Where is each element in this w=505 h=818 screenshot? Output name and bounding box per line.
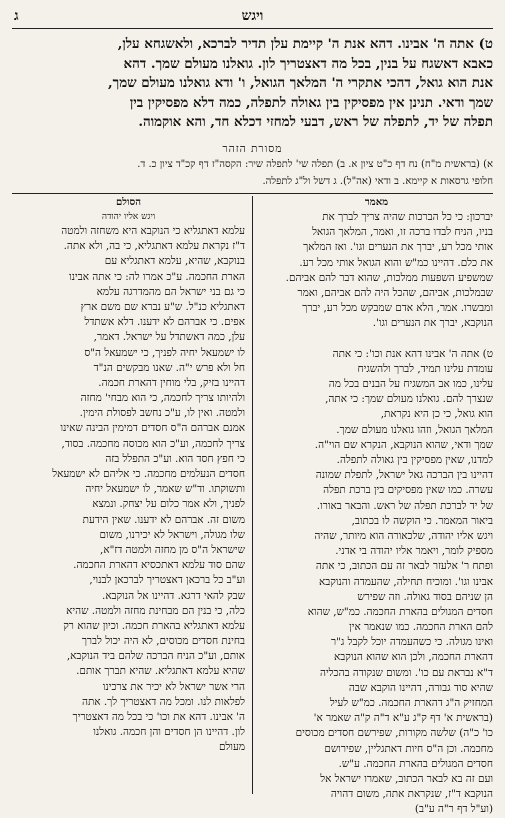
- column-subtitle-left: ויגש אליו יהודה: [101, 212, 156, 222]
- commentary-line: ד"א נבראת עם כו'. ומשום שנקודה בהכליה: [319, 666, 493, 679]
- page-title: ויגש: [241, 8, 264, 24]
- commentary-line: המלאך הגואל, וזהו גואלנו מעולם שמך.: [336, 423, 493, 436]
- commentary-line: מספיק לומר, ויאמר אליו יהודה בי אדני.: [335, 545, 493, 558]
- commentary-column-right: [253, 196, 493, 816]
- commentary-line: כי גם בני ישראל הם מהמדרגה עלמא: [96, 285, 245, 298]
- commentary-line: ולמטה. ואין לו, ע"כ נחשב לפסולת הימין.: [79, 407, 245, 420]
- commentary-text-right: [260, 210, 493, 818]
- commentary-line: הוא גואל, כי כן היא נקראת,: [380, 408, 493, 421]
- commentary-line: שבמלכות, אביהם, שהכל היה להם אביהם, ואמר: [297, 286, 493, 299]
- commentary-line: אותי מכל רע, יברך את הנערים וגו'. ואז המלאך: [303, 241, 493, 254]
- commentary-line: שנצרך להם. גואלנו מעולם שמך: כי אתה,: [325, 393, 493, 406]
- running-header: [12, 6, 493, 29]
- commentary-line: הנוקבא ד"ז, שנקראת אתה, משום דהויה: [330, 788, 493, 801]
- commentary-column-left: [12, 196, 253, 794]
- commentary-line: הנוקבא, יברך את הנערים וגו'.: [372, 317, 493, 330]
- commentary-line: ומבשרו. אמר, הלא אדם שמבקש מכל רע, יברך: [302, 302, 493, 315]
- commentary-line: ויגש אליו יהודה, שלכאורה הוא מיותר, שהיה: [314, 529, 493, 542]
- masoret-title: מסורת הזהר: [222, 142, 283, 155]
- commentary-line: (וע"ל דף ר"ה ע"ב): [414, 803, 493, 816]
- masoret-references: א) (בראשית מ"ח) נח דף כ"ט ציון א. ב) תפלה שי' לתפלה שיר: הקסה"ז דף קכ"ד ציון כ. ד.: [137, 158, 493, 170]
- commentary-line: עשרה. כמו שאין מפסיקים בין ברכת תפלה: [323, 484, 493, 497]
- commentary-line: שהיא סוד גבורה, דהיינו הוקבא שבה: [348, 681, 493, 694]
- commentary-line: חסדים המגולים בהארת החכמה. כמ"ש, שהוא: [307, 605, 493, 618]
- column-title-right: מאמר: [364, 197, 389, 208]
- commentary-line: עלמא דאתגליא בהארת חכמה. וכיון שהוא רק: [63, 619, 245, 632]
- commentary-line: שלו מגולה, וישראל לא יכירנו, משום: [99, 528, 245, 541]
- column-title-left: הסולם: [116, 197, 141, 208]
- commentary-line: ט) אתה ה' אבינו דהא אנת וכו': כי אתה: [332, 347, 493, 360]
- commentary-line: בניו, הניח לבדו ברכה זו, ואמר, המלאך הגואל: [312, 226, 493, 239]
- commentary-text-left: [12, 224, 245, 756]
- commentary-line: צריך לחכמה, וע"כ הוא מכוסה מחכמה. בסוד,: [61, 437, 245, 450]
- commentary-line: עלינו, כמו אב המשגיח על הבנים בכל מה: [328, 378, 493, 391]
- commentary-line: וע"ב כל ברכאן דאצטריך לברכאן לבנוי,: [89, 574, 245, 587]
- commentary-line: בחינת חסדים מכוסים, לא היה יכול לברך: [81, 635, 245, 648]
- commentary-line: לון. דהיינו הן חסדים והן חכמה. גואלנו: [93, 726, 245, 739]
- commentary-line: עומדת עלינו תמיד, לברך ולהשגיח: [357, 362, 493, 375]
- commentary-columns: [12, 196, 493, 816]
- commentary-line: דהיינו בין הברכה גאל ישראל, לתפלת שמונה: [315, 469, 493, 482]
- commentary-line: יברכון: כי כל הברכות שהיה צריך לברך את: [322, 211, 493, 223]
- commentary-line: אמנם אברהם ה"ס חסדים דמימין הבינה שאינו: [60, 422, 245, 435]
- commentary-line: הרי אשר ישראל לא יכיר את צרכינו: [102, 680, 245, 693]
- commentary-line: שמך ודאי, שהוא הנוקבא, הנקרא שם הוי"ה.: [314, 438, 493, 451]
- main-text-line: שמך ודאי. תנינן אין מפסיקין בין גאולה לתפלה, כמה דלא מפסיקין בין: [129, 94, 493, 111]
- commentary-line: לפלאות לנו. ומכל מה דאצטריך לך. אתה: [81, 695, 245, 708]
- commentary-line: חסדים המגולים בהארת החכמה. ע"ש.: [338, 757, 493, 770]
- commentary-line: כלה, כי בנין הם מבחינת מחזה ולמטה. שהיא: [66, 604, 245, 617]
- alternate-readings: חלופי גרסאות א קיימא. ב ודאי (אה"ל). ג דשל ול"ג לתפלה.: [12, 174, 493, 194]
- commentary-line: הארת החכמה. ע"כ אמרו לה: כי אתה אבינו: [68, 270, 245, 283]
- commentary-line: אפים. כי אברהם לא ידענו. דלא אשתדל: [84, 316, 245, 329]
- commentary-line: חל ולא פרש י"ה. שאנו מבקשים הנ"ד: [93, 361, 245, 374]
- commentary-line: בנוקבא, שהיא, עלמא דאתגליא עם: [104, 255, 245, 268]
- commentary-line: עלמא דאתגליא כי הנוקבא היא משחזה ולמטה: [61, 225, 245, 237]
- commentary-line: שהיא עלמא דאתגליא. שהיא תברך אותם.: [76, 665, 245, 678]
- commentary-line: הן שניהם בסוד גאולה. וזה שפירש: [357, 590, 493, 603]
- commentary-line: (בראשית א' דף ק"ג ע"א ד"ה ק"ה שאמר א': [313, 712, 493, 725]
- commentary-line: חסדים הנעלמים מחכמה. כי אליהם לא ישמעאל: [52, 468, 245, 480]
- commentary-line: ותשוקתו. וד"ש שאמר, לו ישמעאל יחיה: [85, 483, 245, 496]
- page-number: ג: [14, 8, 19, 24]
- commentary-line: המחזיק ה"ג דהארת החכמה. כמ"ש לעיל: [329, 697, 493, 709]
- main-text-line: כאבא דאשגח על בנין, בכל מה דאצטריך לון. גואלנו מעולם שמך. דהא: [123, 55, 493, 72]
- main-text-line: אנת הוא גואל, דהכי אתקרי ה' המלאך הגואל, ו' ודא גואלנו מעולם שמך,: [107, 75, 493, 91]
- commentary-line: אותם, וע"כ הניח הברכה שלהם ביד הנוקבא,: [66, 650, 245, 663]
- commentary-line: דהיינו בזיק, בלי מוחין דהארת חכמה.: [98, 376, 245, 389]
- commentary-line: כו' כ"ה) שלשה מקורות, שפירשם חסדים מכוסים: [295, 727, 493, 740]
- main-text-line: ט) אתה ה' אבינו. דהא אנת ה' קיימת עלן תדיר לברכא, ולאשגחא עלן,: [117, 36, 493, 52]
- commentary-line: מעולם: [218, 741, 245, 754]
- commentary-line: אבינו וגו'. ומוכיח תחילה, שהעמדה והנוקבא: [318, 575, 493, 588]
- commentary-line: לפניך, ולא אמר כלום על יצחק. ונמצא: [92, 498, 245, 511]
- commentary-line: דאתגליא כנ"ל. ש"ע נברא שם משם ארץ: [80, 300, 245, 313]
- commentary-line: כי חפץ חסד הוא. וע"כ התפלל בזה: [105, 452, 245, 465]
- commentary-line: ולהיותו צריך לחכמה, כי הוא מבחי' מחזה: [80, 392, 245, 405]
- commentary-line: שמשפיע השפעות ממלכות, שהוא דבר להם אביהם.: [285, 271, 493, 284]
- commentary-line: לו ישמעאל יחיה לפניך, כי ישמעאל ה"ס: [84, 346, 245, 359]
- main-text-line: תפלה של יד, לתפלה של ראש, דבעי למחזי דכלא חד, והא אוקמוה.: [138, 114, 493, 130]
- commentary-line: ה' אבינו. דהא את וכו' כי בכל מה דאצטריך: [72, 711, 245, 723]
- commentary-line: ועם זה בא לבאר הכתוב, שאמרו ישראל אל: [320, 772, 493, 785]
- commentary-line: מחכמה. וכן ה"ס חיות דאתגליין, שפירושם: [324, 742, 493, 755]
- commentary-line: דהארת החכמה, ולכן הוא שהוא הנוקבא: [334, 651, 493, 664]
- commentary-line: [260, 332, 493, 347]
- commentary-line: שישראל ה"ס מן מחזה ולמטה דז"א,: [100, 543, 245, 556]
- commentary-line: ביאור המאמר. כי הוקשה לו בכתוב,: [351, 514, 493, 527]
- main-zohar-text: [12, 35, 493, 133]
- commentary-line: למדנו, שאין מפסיקין בין גאולה לתפלה.: [336, 454, 493, 466]
- commentary-line: שבק להאי דרגא. דהיינו אל הנוקבא.: [102, 589, 245, 602]
- commentary-line: משום זה. אברהם לא ידענו. שאין הידעת: [82, 513, 245, 526]
- commentary-line: של יד לברכת תפלה של ראש. והבאר באורו.: [316, 499, 493, 512]
- commentary-line: להם הארת החכמה. כמו שנאמר אין: [349, 621, 493, 634]
- commentary-line: ופתח ר' אלעזר לבאר זה עם הכתוב, כי אתה: [315, 560, 493, 573]
- commentary-line: ואינו מגולה. כי כשהעמדה יוכל לקבל ג"ר: [330, 636, 493, 649]
- commentary-line: ד"ז נקראת עלמא דאתגליא, כי בה, ולא אתה.: [63, 240, 245, 253]
- commentary-line: את כלם. דהיינו כמ"ש והוא הגואל אותי מכל רע.: [299, 256, 493, 269]
- commentary-line: שהם סוד עלמא דאתכסיא דהארת החכמה.: [73, 559, 245, 572]
- commentary-line: עלן, כמה דאשתדל על ישראל. דאמר,: [93, 331, 245, 344]
